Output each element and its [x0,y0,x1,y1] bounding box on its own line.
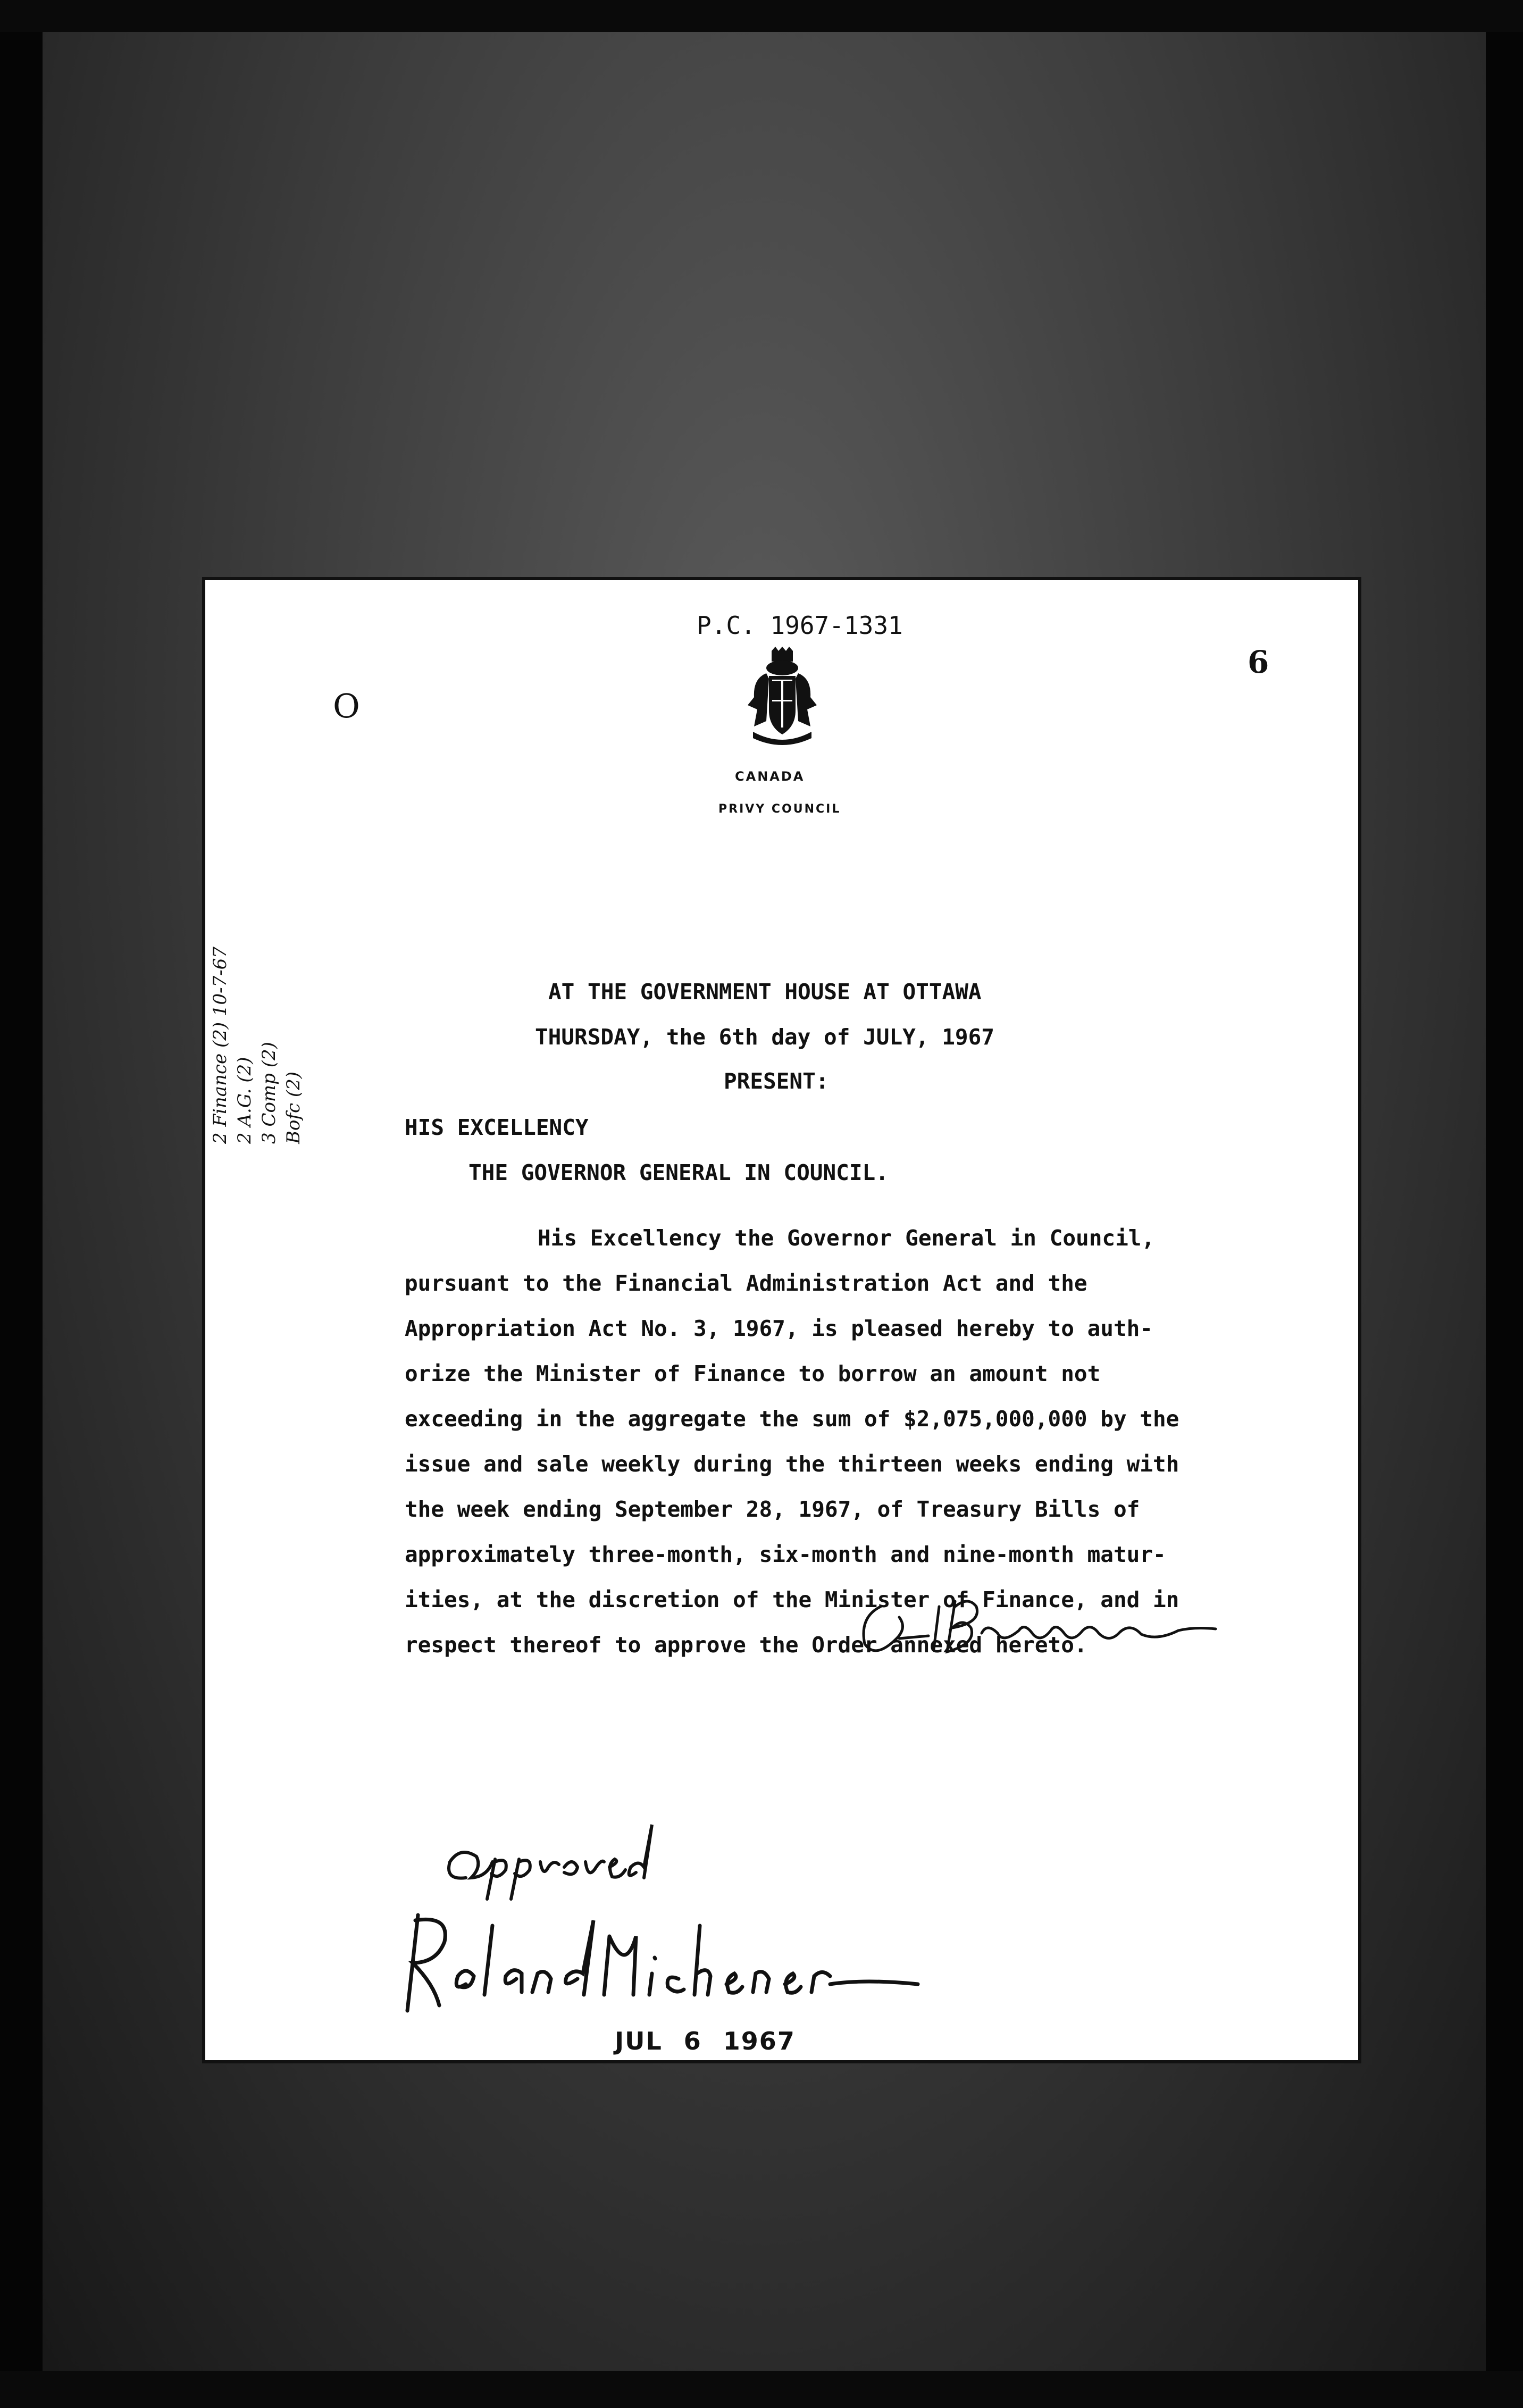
body-line: orize the Minister of Finance to borrow an amount not [405,1361,1101,1386]
body-line: exceeding in the aggregate the sum of $2,075,000,000 by the [405,1406,1179,1432]
margin-note: 3 Comp (2) [258,1042,280,1144]
page-number: 6 [1248,644,1269,680]
body-line: Appropriation Act No. 3, 1967, is pleased hereby to auth- [405,1316,1153,1341]
scan-edge-bottom [0,2371,1523,2408]
signature-michener [386,1904,928,2027]
body-line: ities, at the discretion of the Minister of Finance, and in [405,1587,1179,1612]
margin-notes [208,947,306,1144]
scan-edge-top [0,0,1523,32]
crest-body: PRIVY COUNCIL [718,802,841,816]
crest-country: CANADA [735,769,805,784]
heading-present: PRESENT: [724,1068,829,1094]
scan-edge-left [0,0,43,2408]
body-line: respect thereof to approve the Order annexed hereto. [405,1632,1087,1658]
date-stamp [615,2027,796,2055]
heading-date: THURSDAY, the 6th day of JULY, 1967 [535,1024,994,1050]
heading-council: THE GOVERNOR GENERAL IN COUNCIL. [468,1160,889,1185]
pc-number: P.C. 1967-1331 [697,611,903,640]
document-page [202,577,1361,2063]
body-line: approximately three-month, six-month and nine-month matur- [405,1542,1166,1567]
body-line: the week ending September 28, 1967, of Treasury Bills of [405,1496,1140,1522]
coat-of-arms-icon [742,647,822,748]
body-line: pursuant to the Financial Administration Act and the [405,1270,1087,1296]
heading-location: AT THE GOVERNMENT HOUSE AT OTTAWA [548,979,982,1005]
scan-edge-right [1486,0,1523,2408]
margin-note: 2 Finance (2) 10-7-67 [210,946,231,1144]
stamp-day: 6 [683,2027,702,2055]
body-line: issue and sale weekly during the thirteen weeks ending with [405,1451,1179,1477]
signature-pearson [849,1585,1221,1670]
margin-note: 2 A.G. (2) [234,1057,255,1144]
stamp-month: JUL [615,2027,663,2055]
approved-handwriting [434,1814,663,1904]
heading-excellency: HIS EXCELLENCY [405,1115,589,1140]
margin-note: Bofc (2) [283,1071,304,1144]
stamp-year: 1967 [723,2027,796,2055]
margin-mark: O [333,687,360,725]
body-line: His Excellency the Governor General in Council, [538,1225,1155,1251]
